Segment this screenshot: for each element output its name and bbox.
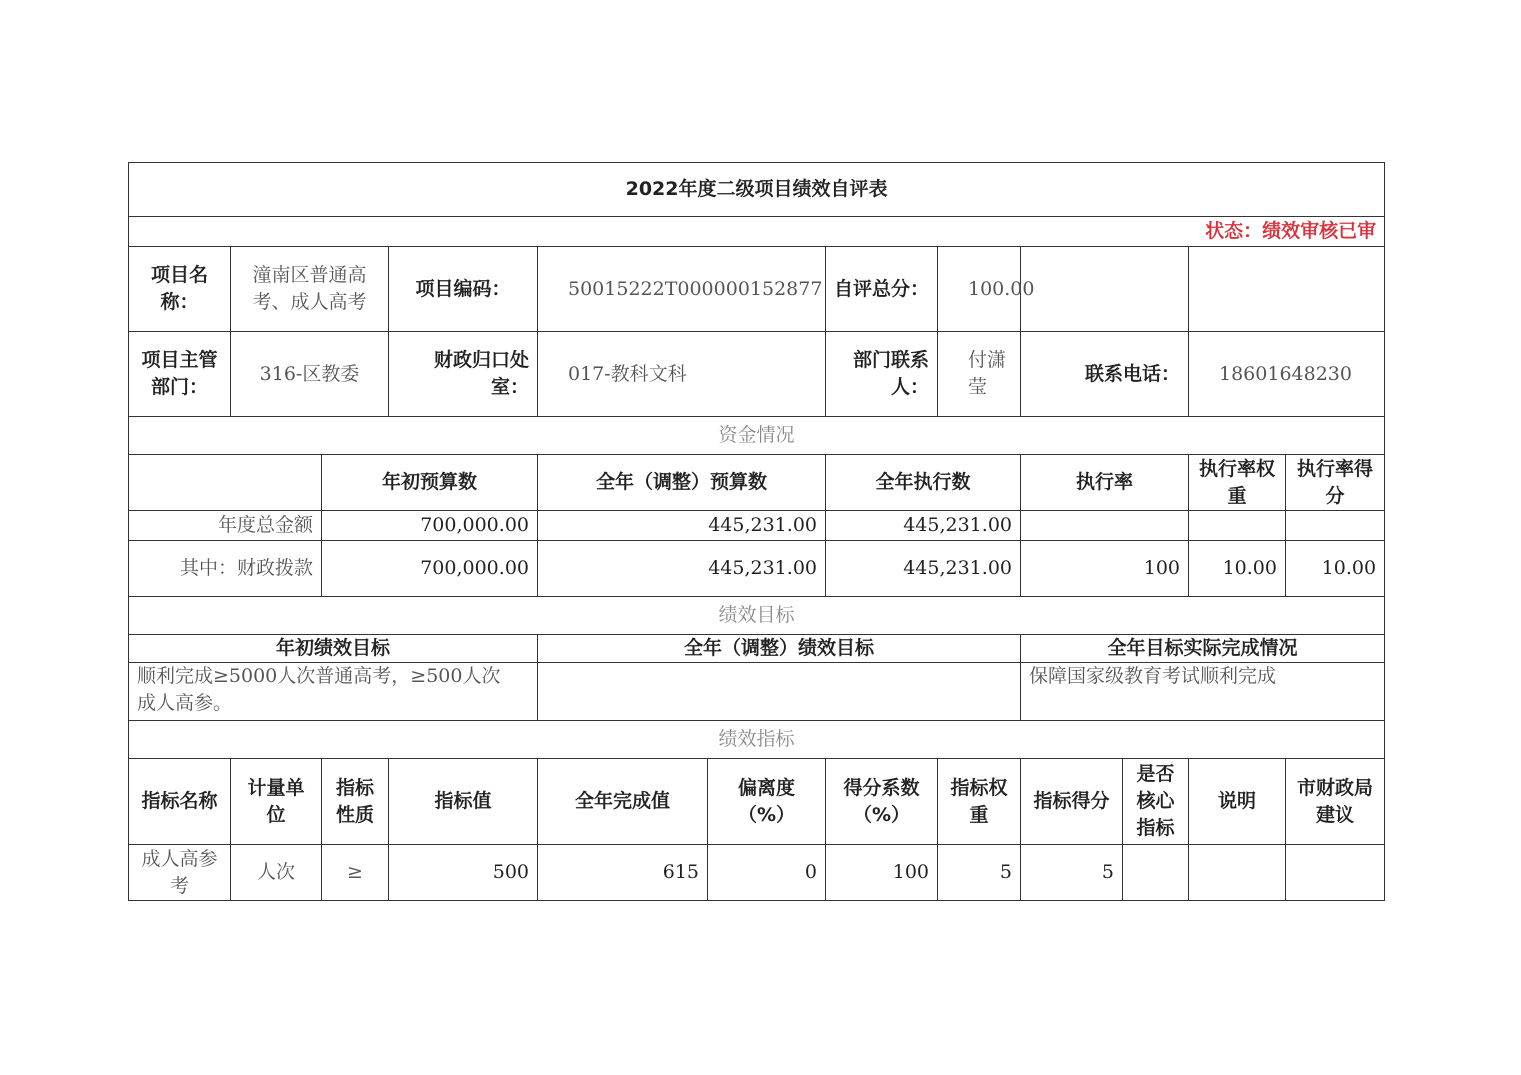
funds-cell: 10.00 [1189,541,1286,597]
table-row [129,511,1385,541]
funds-header-score: 执行率得分 [1286,455,1385,511]
funds-section-title: 资金情况 [129,417,1385,455]
goals-header-adjusted: 全年（调整）绩效目标 [538,635,1021,663]
project-name-value: 潼南区普通高考、成人高考 [231,247,389,332]
goals-header-actual: 全年目标实际完成情况 [1021,635,1385,663]
funds-cell [1286,511,1385,541]
indicator-cell [1286,845,1385,901]
goals-initial-text: 顺利完成≥5000人次普通高考，≥500人次成人高参。 [129,663,538,721]
score-label: 自评总分： [826,247,938,332]
performance-evaluation-table [128,162,1385,901]
score-value: 100.00 [938,247,1021,332]
indicator-cell: 100 [826,845,938,901]
project-name-label: 项目名称： [129,247,231,332]
indicator-cell: 500 [389,845,538,901]
indicator-header: 说明 [1189,759,1286,845]
indicator-cell: 615 [538,845,708,901]
funds-cell: 100 [1021,541,1189,597]
goals-section-title: 绩效目标 [129,597,1385,635]
contact-label: 部门联系人： [826,332,938,417]
funds-cell [1021,511,1189,541]
indicator-cell: 0 [708,845,826,901]
funds-row-label: 其中：财政拨款 [129,541,322,597]
indicator-header: 指标性质 [322,759,389,845]
funds-header-initial: 年初预算数 [322,455,538,511]
finance-label: 财政归口处室： [389,332,538,417]
finance-value: 017-教科文科 [538,332,826,417]
funds-cell [1189,511,1286,541]
indicator-header: 计量单位 [231,759,322,845]
indicator-header: 指标名称 [129,759,231,845]
funds-cell: 445,231.00 [538,511,826,541]
funds-cell: 10.00 [1286,541,1385,597]
indicator-header: 全年完成值 [538,759,708,845]
goals-header-initial: 年初绩效目标 [129,635,538,663]
table-row [129,845,1385,901]
indicators-section-title: 绩效指标 [129,721,1385,759]
funds-cell: 700,000.00 [322,511,538,541]
funds-cell: 445,231.00 [826,511,1021,541]
empty-cell [1189,247,1385,332]
indicator-cell [1189,845,1286,901]
funds-header-blank [129,455,322,511]
indicator-header: 指标权重 [938,759,1021,845]
funds-cell: 445,231.00 [826,541,1021,597]
indicator-header: 是否核心指标 [1123,759,1189,845]
funds-row-label: 年度总金额 [129,511,322,541]
empty-cell [1021,247,1189,332]
dept-value: 316-区教委 [231,332,389,417]
indicator-header: 市财政局建议 [1286,759,1385,845]
funds-header-rate: 执行率 [1021,455,1189,511]
status-badge: 状态：绩效审核已审 [129,217,1385,247]
indicator-header: 指标得分 [1021,759,1123,845]
funds-header-adjusted: 全年（调整）预算数 [538,455,826,511]
funds-header-executed: 全年执行数 [826,455,1021,511]
indicator-header: 指标值 [389,759,538,845]
goals-actual-text: 保障国家级教育考试顺利完成 [1021,663,1385,721]
form-title: 2022年度二级项目绩效自评表 [129,163,1385,217]
indicator-cell: 成人高参考 [129,845,231,901]
indicator-cell: ≥ [322,845,389,901]
indicator-cell [1123,845,1189,901]
indicator-header: 得分系数（%） [826,759,938,845]
contact-value: 付潇莹 [938,332,1021,417]
goals-adjusted-text [538,663,1021,721]
table-row [129,541,1385,597]
indicator-cell: 5 [1021,845,1123,901]
funds-cell: 445,231.00 [538,541,826,597]
project-code-label: 项目编码： [389,247,538,332]
phone-value: 18601648230 [1189,332,1385,417]
phone-label: 联系电话： [1021,332,1189,417]
indicator-cell: 人次 [231,845,322,901]
indicator-cell: 5 [938,845,1021,901]
dept-label: 项目主管部门： [129,332,231,417]
funds-header-weight: 执行率权重 [1189,455,1286,511]
indicator-header: 偏离度（%） [708,759,826,845]
funds-cell: 700,000.00 [322,541,538,597]
project-code-value: 50015222T000000152877 [538,247,826,332]
